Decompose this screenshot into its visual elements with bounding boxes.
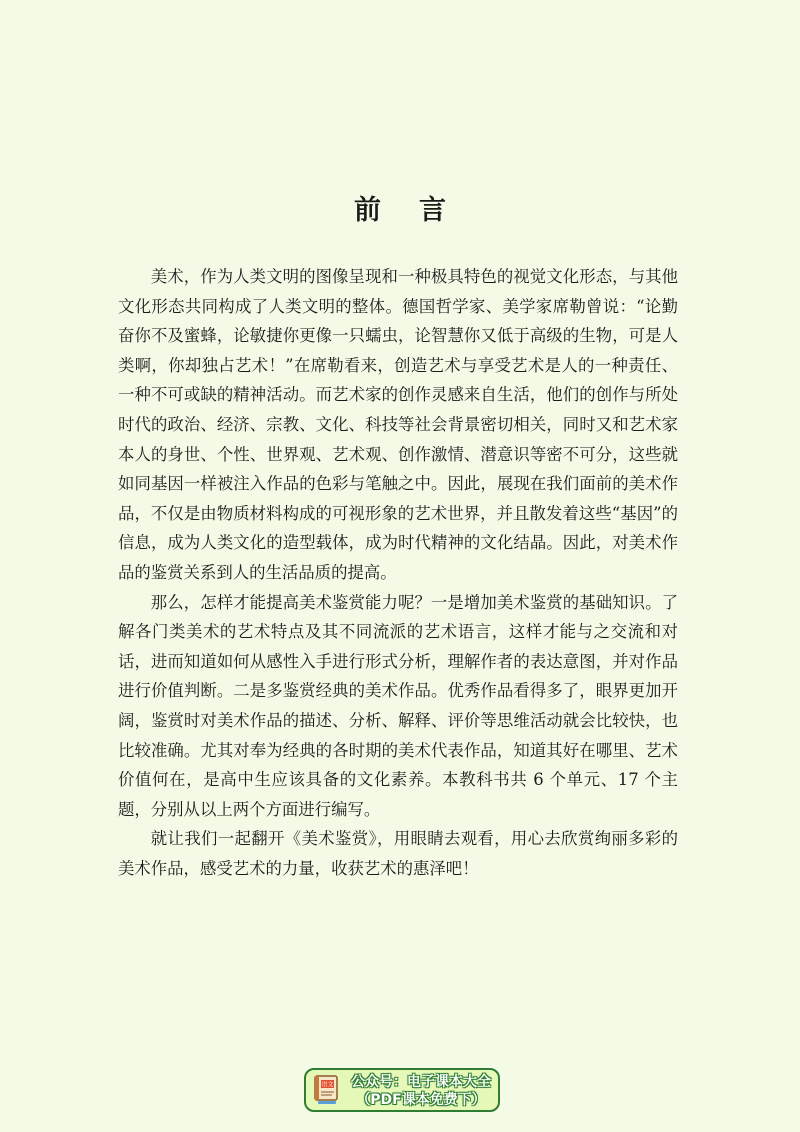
watermark-line-1: 公众号：电子课本大全 bbox=[351, 1074, 491, 1090]
page-title: 前言 bbox=[354, 195, 484, 226]
watermark-badge bbox=[304, 1068, 500, 1112]
book-icon bbox=[312, 1074, 342, 1106]
watermark-line-2: （PDF课本免费下） bbox=[356, 1092, 486, 1108]
paragraph-1: 美术，作为人类文明的图像呈现和一种极具特色的视觉文化形态，与其他文化形态共同构成了人类文明的整体。德国哲学家、美学家席勒曾说：“论勤奋你不及蜜蜂，论敏捷你更像一只蠕虫，论智慧你又低于高级的生物，可是人类啊，你却独占艺术！”在席勒看来，创造艺术与享受艺术是人的一种责任、一种不可或缺的精神活动。而艺术家的创作灵感来自生活，他们的创作与所处时代的政治、经济、宗教、文化、科技等社会背景密切相关，同时又和艺术家本人的身世、个性、世界观、艺术观、创作激情、潜意识等密不可分，这些就如同基因一样被注入作品的色彩与笔触之中。因此，展现在我们面前的美术作品，不仅是由物质材料构成的可视形象的艺术世界，并且散发着这些“基因”的信息，成为人类文化的造型载体，成为时代精神的文化结晶。因此，对美术作品的鉴赏关系到人的生活品质的提高。 bbox=[118, 267, 678, 582]
preface-body bbox=[118, 262, 678, 883]
book-icon-label: 语文 bbox=[321, 1081, 334, 1089]
paragraph-2: 那么，怎样才能提高美术鉴赏能力呢？一是增加美术鉴赏的基础知识。了解各门类美术的艺术特点及其不同流派的艺术语言，这样才能与之交流和对话，进而知道如何从感性入手进行形式分析，理解作者的表达意图，并对作品进行价值判断。二是多鉴赏经典的美术作品。优秀作品看得多了，眼界更加开阔，鉴赏时对美术作品的描述、分析、解释、评价等思维活动就会比较快，也比较准确。尤其对奉为经典的各时期的美术代表作品，知道其好在哪里、艺术价值何在，是高中生应该具备的文化素养。本教科书共 6 个单元、17 个主题，分别从以上两个方面进行编写。 bbox=[118, 592, 678, 819]
paragraph-3: 就让我们一起翻开《美术鉴赏》，用眼睛去观看，用心去欣赏绚丽多彩的美术作品，感受艺术的力量，收获艺术的惠泽吧！ bbox=[118, 829, 678, 878]
watermark-text bbox=[346, 1073, 496, 1109]
